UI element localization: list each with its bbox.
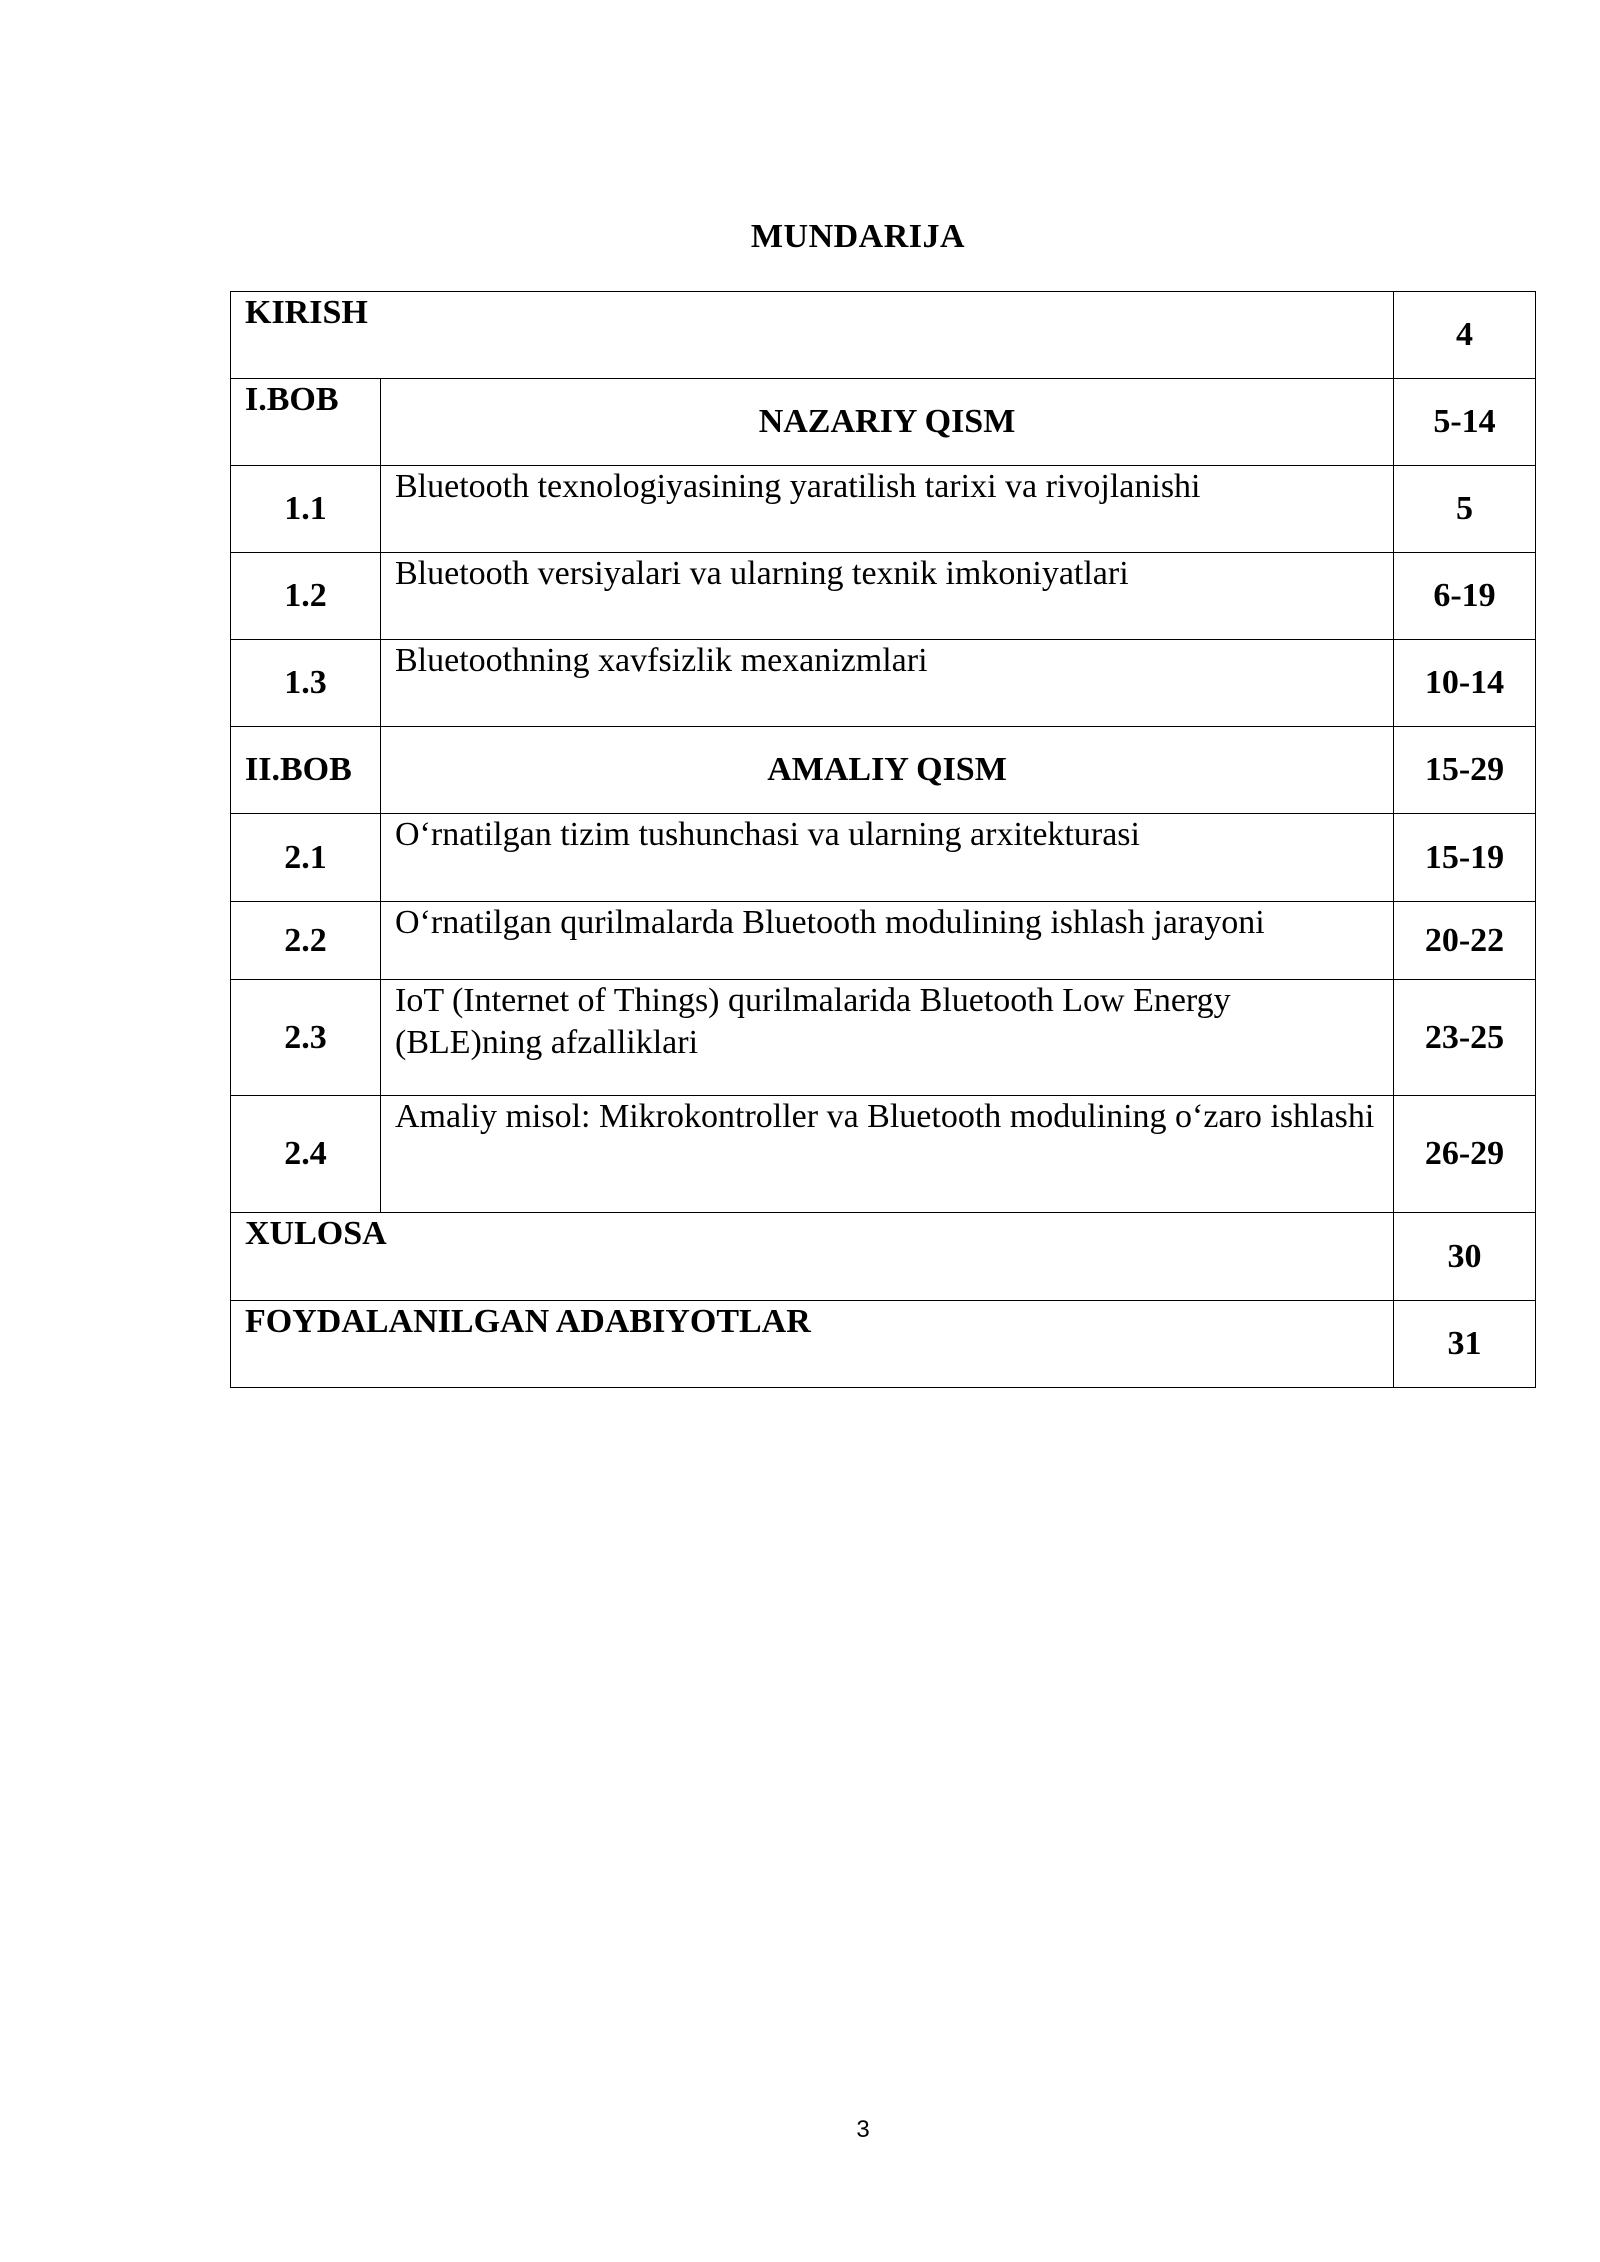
toc-page-bob1: 5-14 [1394,379,1536,466]
toc-row-kirish [231,292,1536,379]
toc-text-2-2: O‘rnatilgan qurilmalarda Bluetooth modulining ishlash jarayoni [381,902,1394,980]
table-of-contents [230,291,1536,1388]
toc-num-1-1: 1.1 [231,466,381,553]
toc-text-2-3: IoT (Internet of Things) qurilmalarida Bluetooth Low Energy (BLE)ning afzalliklari [381,980,1394,1096]
toc-row-2-1 [231,814,1536,902]
toc-page-xulosa: 30 [1394,1213,1536,1301]
toc-text-2-1: O‘rnatilgan tizim tushunchasi va ularning arxitekturasi [381,814,1394,902]
toc-row-2-2 [231,902,1536,980]
toc-label-adabiyot: FOYDALANILGAN ADABIYOTLAR [231,1301,1394,1388]
toc-row-2-4 [231,1096,1536,1213]
toc-text-1-2: Bluetooth versiyalari va ularning texnik imkoniyatlari [381,553,1394,640]
page-number: 3 [856,2116,870,2143]
toc-label-bob2: II.BOB [231,727,381,814]
toc-page-1-3: 10-14 [1394,640,1536,727]
toc-page-1-2: 6-19 [1394,553,1536,640]
toc-page-2-4: 26-29 [1394,1096,1536,1213]
toc-row-1-3 [231,640,1536,727]
toc-label-xulosa: XULOSA [231,1213,1394,1301]
toc-row-1-2 [231,553,1536,640]
toc-text-1-3: Bluetoothning xavfsizlik mexanizmlari [381,640,1394,727]
toc-page-2-2: 20-22 [1394,902,1536,980]
toc-num-2-1: 2.1 [231,814,381,902]
toc-page-adabiyot: 31 [1394,1301,1536,1388]
toc-row-bob2 [231,727,1536,814]
page-title: MUNDARIJA [750,218,966,255]
toc-row-bob1 [231,379,1536,466]
toc-label-kirish: KIRISH [231,292,1394,379]
toc-row-1-1 [231,466,1536,553]
toc-num-1-3: 1.3 [231,640,381,727]
toc-label-bob1: I.BOB [231,379,381,466]
toc-page-2-3: 23-25 [1394,980,1536,1096]
toc-page-bob2: 15-29 [1394,727,1536,814]
toc-page-kirish: 4 [1394,292,1536,379]
toc-page-1-1: 5 [1394,466,1536,553]
toc-heading-bob1: NAZARIY QISM [381,379,1394,466]
toc-row-2-3 [231,980,1536,1096]
toc-row-adabiyot [231,1301,1536,1388]
toc-heading-bob2: AMALIY QISM [381,727,1394,814]
toc-text-1-1: Bluetooth texnologiyasining yaratilish tarixi va rivojlanishi [381,466,1394,553]
toc-num-2-2: 2.2 [231,902,381,980]
toc-num-2-3: 2.3 [231,980,381,1096]
toc-num-2-4: 2.4 [231,1096,381,1213]
toc-row-xulosa [231,1213,1536,1301]
toc-num-1-2: 1.2 [231,553,381,640]
toc-text-2-4: Amaliy misol: Mikrokontroller va Bluetooth modulining o‘zaro ishlashi [381,1096,1394,1213]
toc-page-2-1: 15-19 [1394,814,1536,902]
